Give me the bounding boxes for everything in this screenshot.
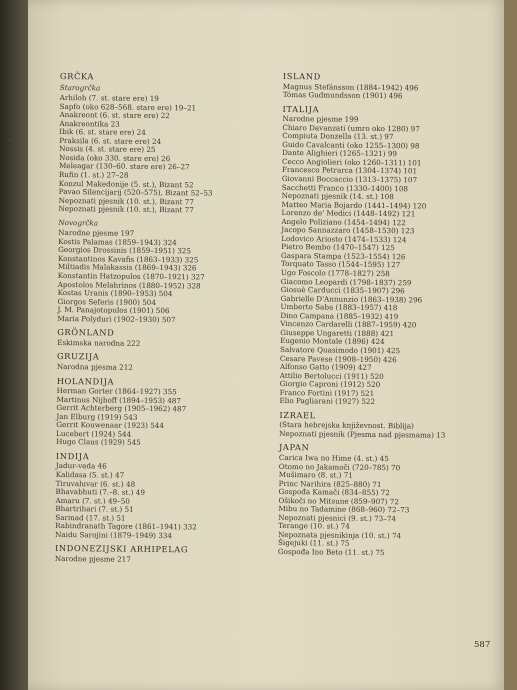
index-entry: Gaspara Stampa (1523–1554) 126 (280, 250, 406, 262)
index-entry: Kostis Palamas (1859–1943) 324 (58, 236, 177, 248)
index-entry: Chiaro Davanzati (umro oko 1280) 97 (282, 122, 420, 134)
index-entry: Nepoznati pjesnici (9. st.) 73–74 (278, 512, 397, 524)
section-subheading: Starogrčka (59, 82, 101, 92)
index-entry: Ibik (6. st. stare ere) 24 (59, 127, 146, 138)
index-entry: Praksila (6. st. stare ere) 24 (59, 135, 162, 146)
index-entry: Giuseppe Ungaretti (1888) 421 (280, 327, 395, 339)
index-section (278, 443, 484, 558)
index-section (56, 376, 272, 449)
margin-mark: - (8, 135, 12, 145)
index-entry: Attilio Bertolucci (1911) 520 (279, 370, 384, 381)
section-heading: GRÖNLAND (57, 327, 115, 338)
index-entry: Bhartrihari (7. st.) 51 (55, 504, 134, 514)
index-entry: Elio Pagliarani (1927) 522 (279, 396, 376, 407)
index-entry: Otomo no Jakamoči (720–785) 70 (278, 461, 401, 472)
section-heading: JAPAN (278, 442, 310, 453)
section-heading: IZRAEL (279, 409, 316, 421)
index-entry: Nepoznati pjesnik (10. st.), Bizant 77 (58, 195, 194, 207)
index-entry: Umberto Saba (1883–1957) 418 (280, 302, 398, 313)
index-entry: Dante Alighieri (1265–1321) 99 (282, 148, 398, 159)
index-entry: Konzul Makedonije (5. st.), Bizant 52 (58, 178, 194, 189)
index-entry: Narodna pjesma 212 (56, 361, 133, 372)
index-entry: Sarmad (17. st.) 51 (55, 512, 126, 523)
index-entry: Ošikoči no Mitsune (859–907) 72 (278, 495, 400, 506)
index-entry: Compiuta Donzella (13. st.) 97 (282, 131, 394, 142)
index-entry: Mušimaro (8. st.) 71 (278, 470, 353, 480)
index-column-left (55, 68, 275, 571)
index-column-right (278, 68, 488, 564)
index-entry: Gospođa Ino Beto (11. st.) 75 (277, 546, 385, 558)
book-binding-shadow (0, 0, 28, 690)
index-entry: Torquato Tasso (1544–1595) 127 (280, 259, 401, 270)
index-entry: Eskimska narodna 222 (57, 337, 141, 348)
index-entry: Jan Elburg (1919) 543 (56, 411, 138, 422)
index-entry: Nepoznati pjesnik (Pjesma nad pjesmama) 13 (279, 428, 446, 440)
index-entry: Arhiloh (7. st. stare ere) 19 (59, 93, 159, 104)
index-entry: Anakreontika 23 (59, 118, 120, 129)
index-section (57, 352, 272, 373)
index-entry: Salvatore Quasimodo (1901) 425 (280, 344, 401, 356)
index-entry: Alfonso Gatto (1909) 427 (279, 362, 372, 372)
index-entry: Lucebert (1924) 544 (56, 428, 132, 439)
index-section (58, 72, 274, 216)
index-entry: Mibu no Tadamine (868–960) 72–73 (278, 504, 410, 515)
index-entry: Guido Cavalcanti (oko 1255–1300) 98 (282, 139, 420, 151)
index-entry: Gerrit Kouwenaar (1923) 544 (56, 420, 165, 431)
index-entry: Ugo Foscolo (1778–1827) 258 (280, 268, 390, 279)
index-entry: Matteo Maria Bojardo (1441–1494) 120 (281, 199, 427, 211)
index-entry: Gabrielle D'Annunzio (1863–1938) 296 (280, 293, 423, 305)
index-entry: Miltiadis Malakassis (1869–1943) 326 (57, 262, 197, 273)
section-heading: ISLAND (282, 70, 321, 82)
index-entry: Nossis (4. st. stare ere) 25 (59, 144, 156, 155)
section-heading: INDONEZIJSKI ARHIPELAG (54, 543, 189, 555)
index-entry: Giorgio Caproni (1912) 520 (279, 379, 381, 390)
index-entry: Konstantin Hatzopulos (1870–1921) 327 (57, 271, 205, 282)
index-entry: Rufin (1. st.) 27–28 (58, 170, 129, 180)
index-entry: (Stara hebrejska književnost. Biblija) (279, 420, 415, 431)
index-entry: Rabindranath Tagore (1861–1941) 332 (55, 521, 197, 532)
index-entry: Lodovico Ariosto (1474–1533) 124 (281, 233, 407, 245)
index-section (55, 544, 270, 565)
index-entry: Bhavabhuti (7.–8. st.) 49 (55, 487, 145, 497)
index-entry: Francesco Petrarca (1304–1374) 101 (281, 165, 418, 176)
index-entry: Meleagar (130–60. stare ere) 26–27 (58, 161, 190, 172)
index-entry: Vincenzo Cardarelli (1887–1959) 420 (280, 319, 417, 330)
index-section (283, 72, 488, 102)
index-entry: Martinus Nijhoff (1894–1953) 487 (56, 394, 182, 405)
section-subheading: Novogrčka (58, 217, 99, 228)
index-entry: Amaru (7. st.) 49–50 (55, 495, 130, 506)
index-entry: Nepoznata pjesnikinja (10. st.) 74 (278, 529, 402, 541)
section-heading: INDIJA (55, 450, 90, 462)
index-entry: Jacopo Sannazzaro (1458–1530) 123 (281, 225, 415, 236)
index-entry: Franco Fortini (1917) 521 (279, 387, 375, 398)
index-entry: Šigejuki (11. st.) 75 (277, 538, 350, 549)
index-entry: Giacomo Leopardi (1798–1837) 259 (280, 276, 412, 287)
section-heading: GRUZIJA (56, 351, 100, 362)
index-entry: Lorenzo de' Medici (1448–1492) 121 (281, 208, 416, 219)
index-entry: Giovanni Boccaccio (1313–1375) 107 (281, 174, 418, 185)
index-entry: Gerrit Achterberg (1905–1962) 487 (56, 403, 187, 414)
index-entry: Sapfo (oko 628–568. stare ere) 19–21 (59, 101, 197, 113)
index-entry: Giosuè Carducci (1835–1907) 296 (280, 285, 405, 296)
index-entry: Georgios Drossinis (1859–1951) 325 (58, 245, 191, 256)
index-entry: Naidu Sarojini (1879–1949) 334 (55, 529, 173, 540)
index-entry: Terange (10. st.) 74 (278, 521, 350, 532)
index-entry: Jadur-veda 46 (55, 461, 107, 471)
index-entry: Gospođa Kamači (834–855) 72 (278, 487, 390, 498)
index-entry: Kostas Uranis (1890–1953) 504 (57, 288, 173, 299)
page-number: 587 (474, 640, 491, 650)
index-entry: Nepoznati pjesnik (10. st.), Bizant 77 (58, 204, 194, 215)
section-heading: ITALIJA (282, 103, 320, 115)
index-entry: Konstantinos Kavafis (1863–1933) 325 (57, 253, 199, 265)
index-entry: Herman Gorter (1864–1927) 355 (56, 386, 177, 397)
index-entry: Sacchetti Franco (1330–1400) 108 (281, 182, 409, 193)
index-entry: Princ Narihira (825–880) 71 (278, 478, 382, 489)
index-entry: Tiruvaluvar (6. st.) 48 (55, 478, 136, 489)
section-heading: HOLANDIJA (56, 375, 115, 387)
index-entry: Tómas Gudmundsson (1901) 496 (282, 90, 403, 101)
index-entry: Eugenio Montale (1896) 424 (280, 336, 385, 347)
index-section (279, 411, 484, 441)
index-entry: Dino Campana (1885–1932) 419 (280, 310, 399, 321)
index-entry: Cecco Angiolieri (oko 1260–1311) 101 (281, 156, 422, 168)
index-entry: Cesare Pavese (1908–1950) 426 (279, 353, 397, 364)
index-entry: Magnus Stefánsson (1884–1942) 496 (282, 81, 419, 92)
index-entry: Angelo Poliziano (1454–1494) 122 (281, 216, 406, 228)
index-section (57, 219, 273, 326)
index-entry: Nepoznati pjesnik (14. st.) 108 (281, 191, 394, 202)
index-entry: Carica Iwa no Hime (4. st.) 45 (278, 452, 389, 464)
index-entry: Narodne pjesme 217 (54, 553, 131, 564)
index-entry: Hugo Claus (1929) 545 (56, 437, 141, 448)
index-entry: Narodne pjesme 199 (282, 114, 359, 124)
page-edge (504, 0, 517, 690)
index-section (55, 452, 271, 542)
index-entry: Apostolos Melahrinos (1880–1952) 328 (57, 279, 201, 291)
index-entry: Anakreont (6. st. stare ere) 22 (59, 110, 170, 121)
index-entry: Pietro Bembo (1470–1547) 125 (281, 242, 395, 253)
index-entry: Pavao Silencijarij (520–575), Bizant 52–53 (58, 187, 213, 198)
index-entry: J. M. Panajotopulos (1901) 506 (57, 305, 170, 316)
index-entry: Narodne pjesme 197 (58, 228, 135, 239)
index-entry: Kalidasa (5. st.) 47 (55, 469, 125, 480)
index-entry: Giorgos Seferis (1900) 504 (57, 296, 157, 307)
section-heading: GRČKA (59, 70, 95, 82)
index-entry: Maria Polyduri (1902–1930) 507 (57, 313, 176, 324)
index-entry: Nosida (oko 330. stare ere) 26 (59, 152, 171, 164)
index-section (57, 328, 272, 349)
index-section (279, 105, 487, 408)
